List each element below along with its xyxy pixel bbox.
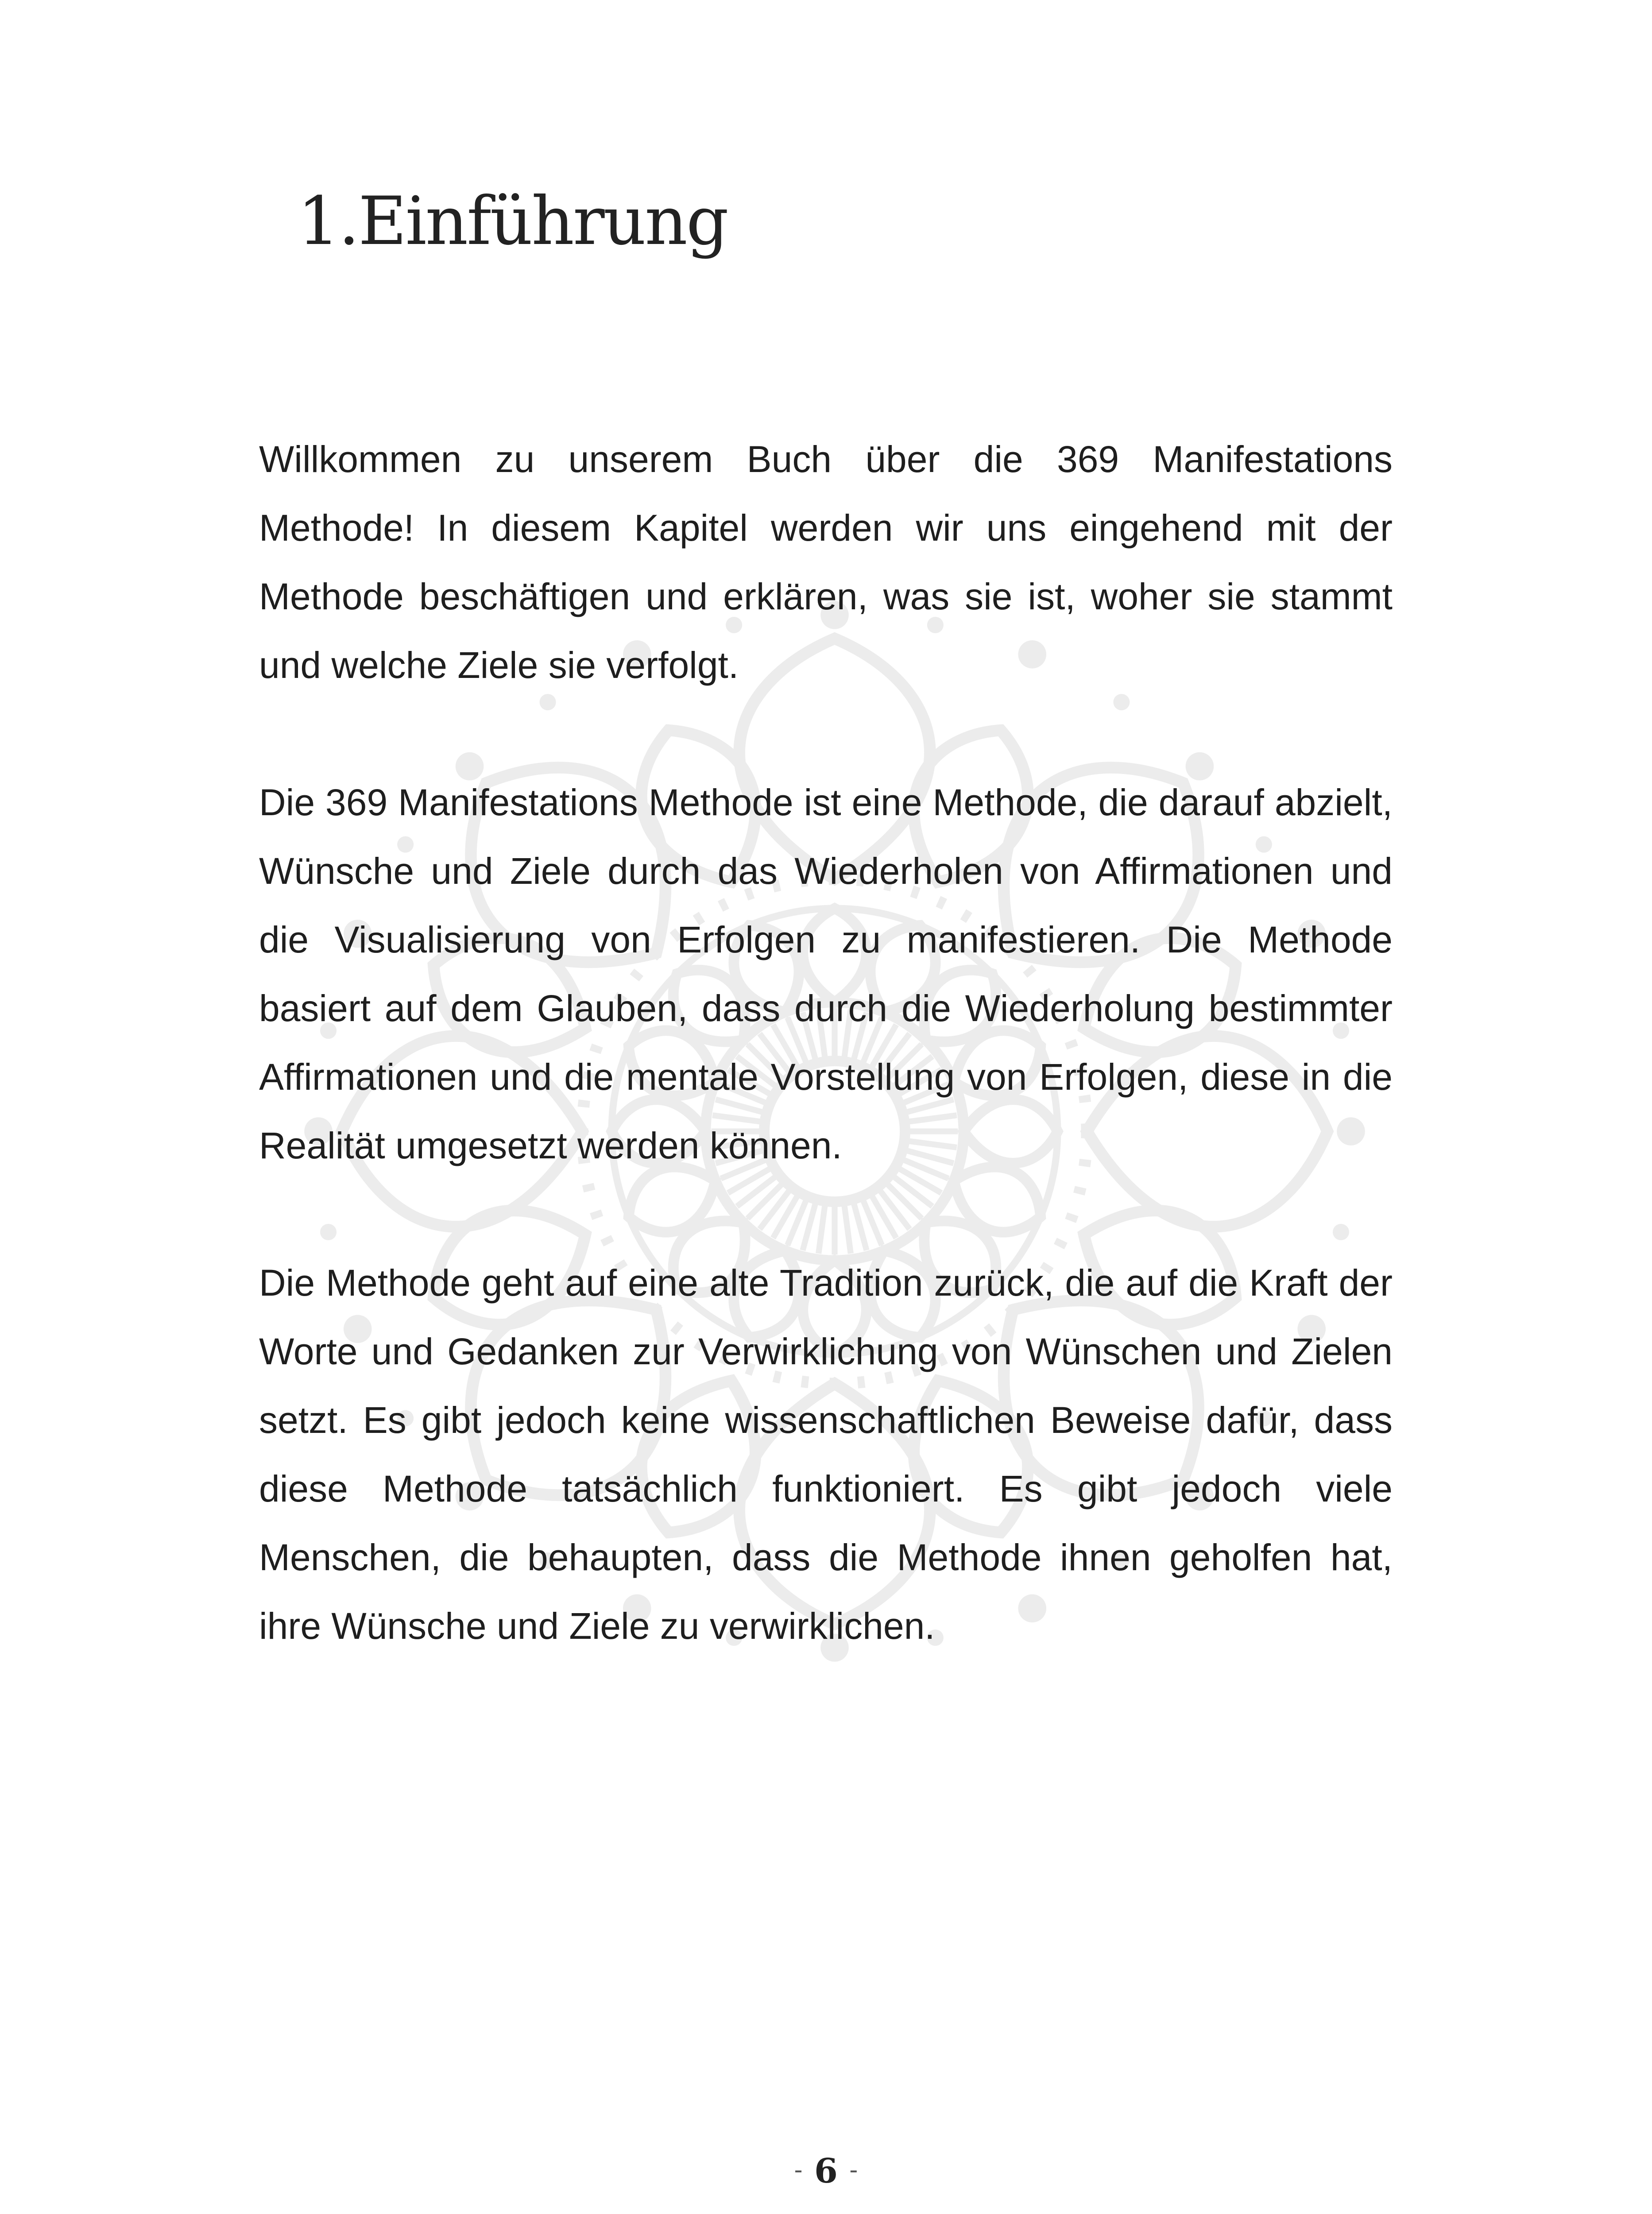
paragraph-method: Die 369 Manifestations Methode ist eine Methode, die darauf abzielt, Wünsche und Ziele durch das Wiederholen von Affirmationen und die Visualisierung von Erfolgen zu manifestieren. Die Methode basiert auf dem Glauben, dass durch die Wiederholung bestimmter Affirmationen und die mentale Vorstellung von Erfolgen, diese in die Realität umgesetzt werden können. xyxy=(259,782,1393,1166)
paragraph-tradition: Die Methode geht auf eine alte Tradition zurück, die auf die Kraft der Worte und Gedanken zur Verwirklichung von Wünschen und Zielen setzt. Es gibt jedoch keine wissenschaftlichen Beweise dafür, dass diese Methode tatsächlich funktioniert. Es gibt jedoch viele Menschen, die behaupten, dass die Methode ihnen geholfen hat, ihre Wünsche und Ziele zu verwirklichen. xyxy=(259,1262,1393,1647)
paragraph-intro: Willkommen zu unserem Buch über die 369 Manifestations Methode! In diesem Kapitel werden wir uns eingehend mit der Methode beschäftigen und erklären, was sie ist, woher sie stammt und welche Ziele sie verfolgt. xyxy=(259,438,1393,686)
page-number-dash-left: - xyxy=(794,2156,803,2184)
chapter-title: 1.Einführung xyxy=(298,183,727,260)
page-number-dash-right: - xyxy=(849,2156,858,2184)
page-number xyxy=(0,2151,1652,2191)
page-number-value: 6 xyxy=(814,2151,838,2191)
body-text xyxy=(259,425,1393,1660)
